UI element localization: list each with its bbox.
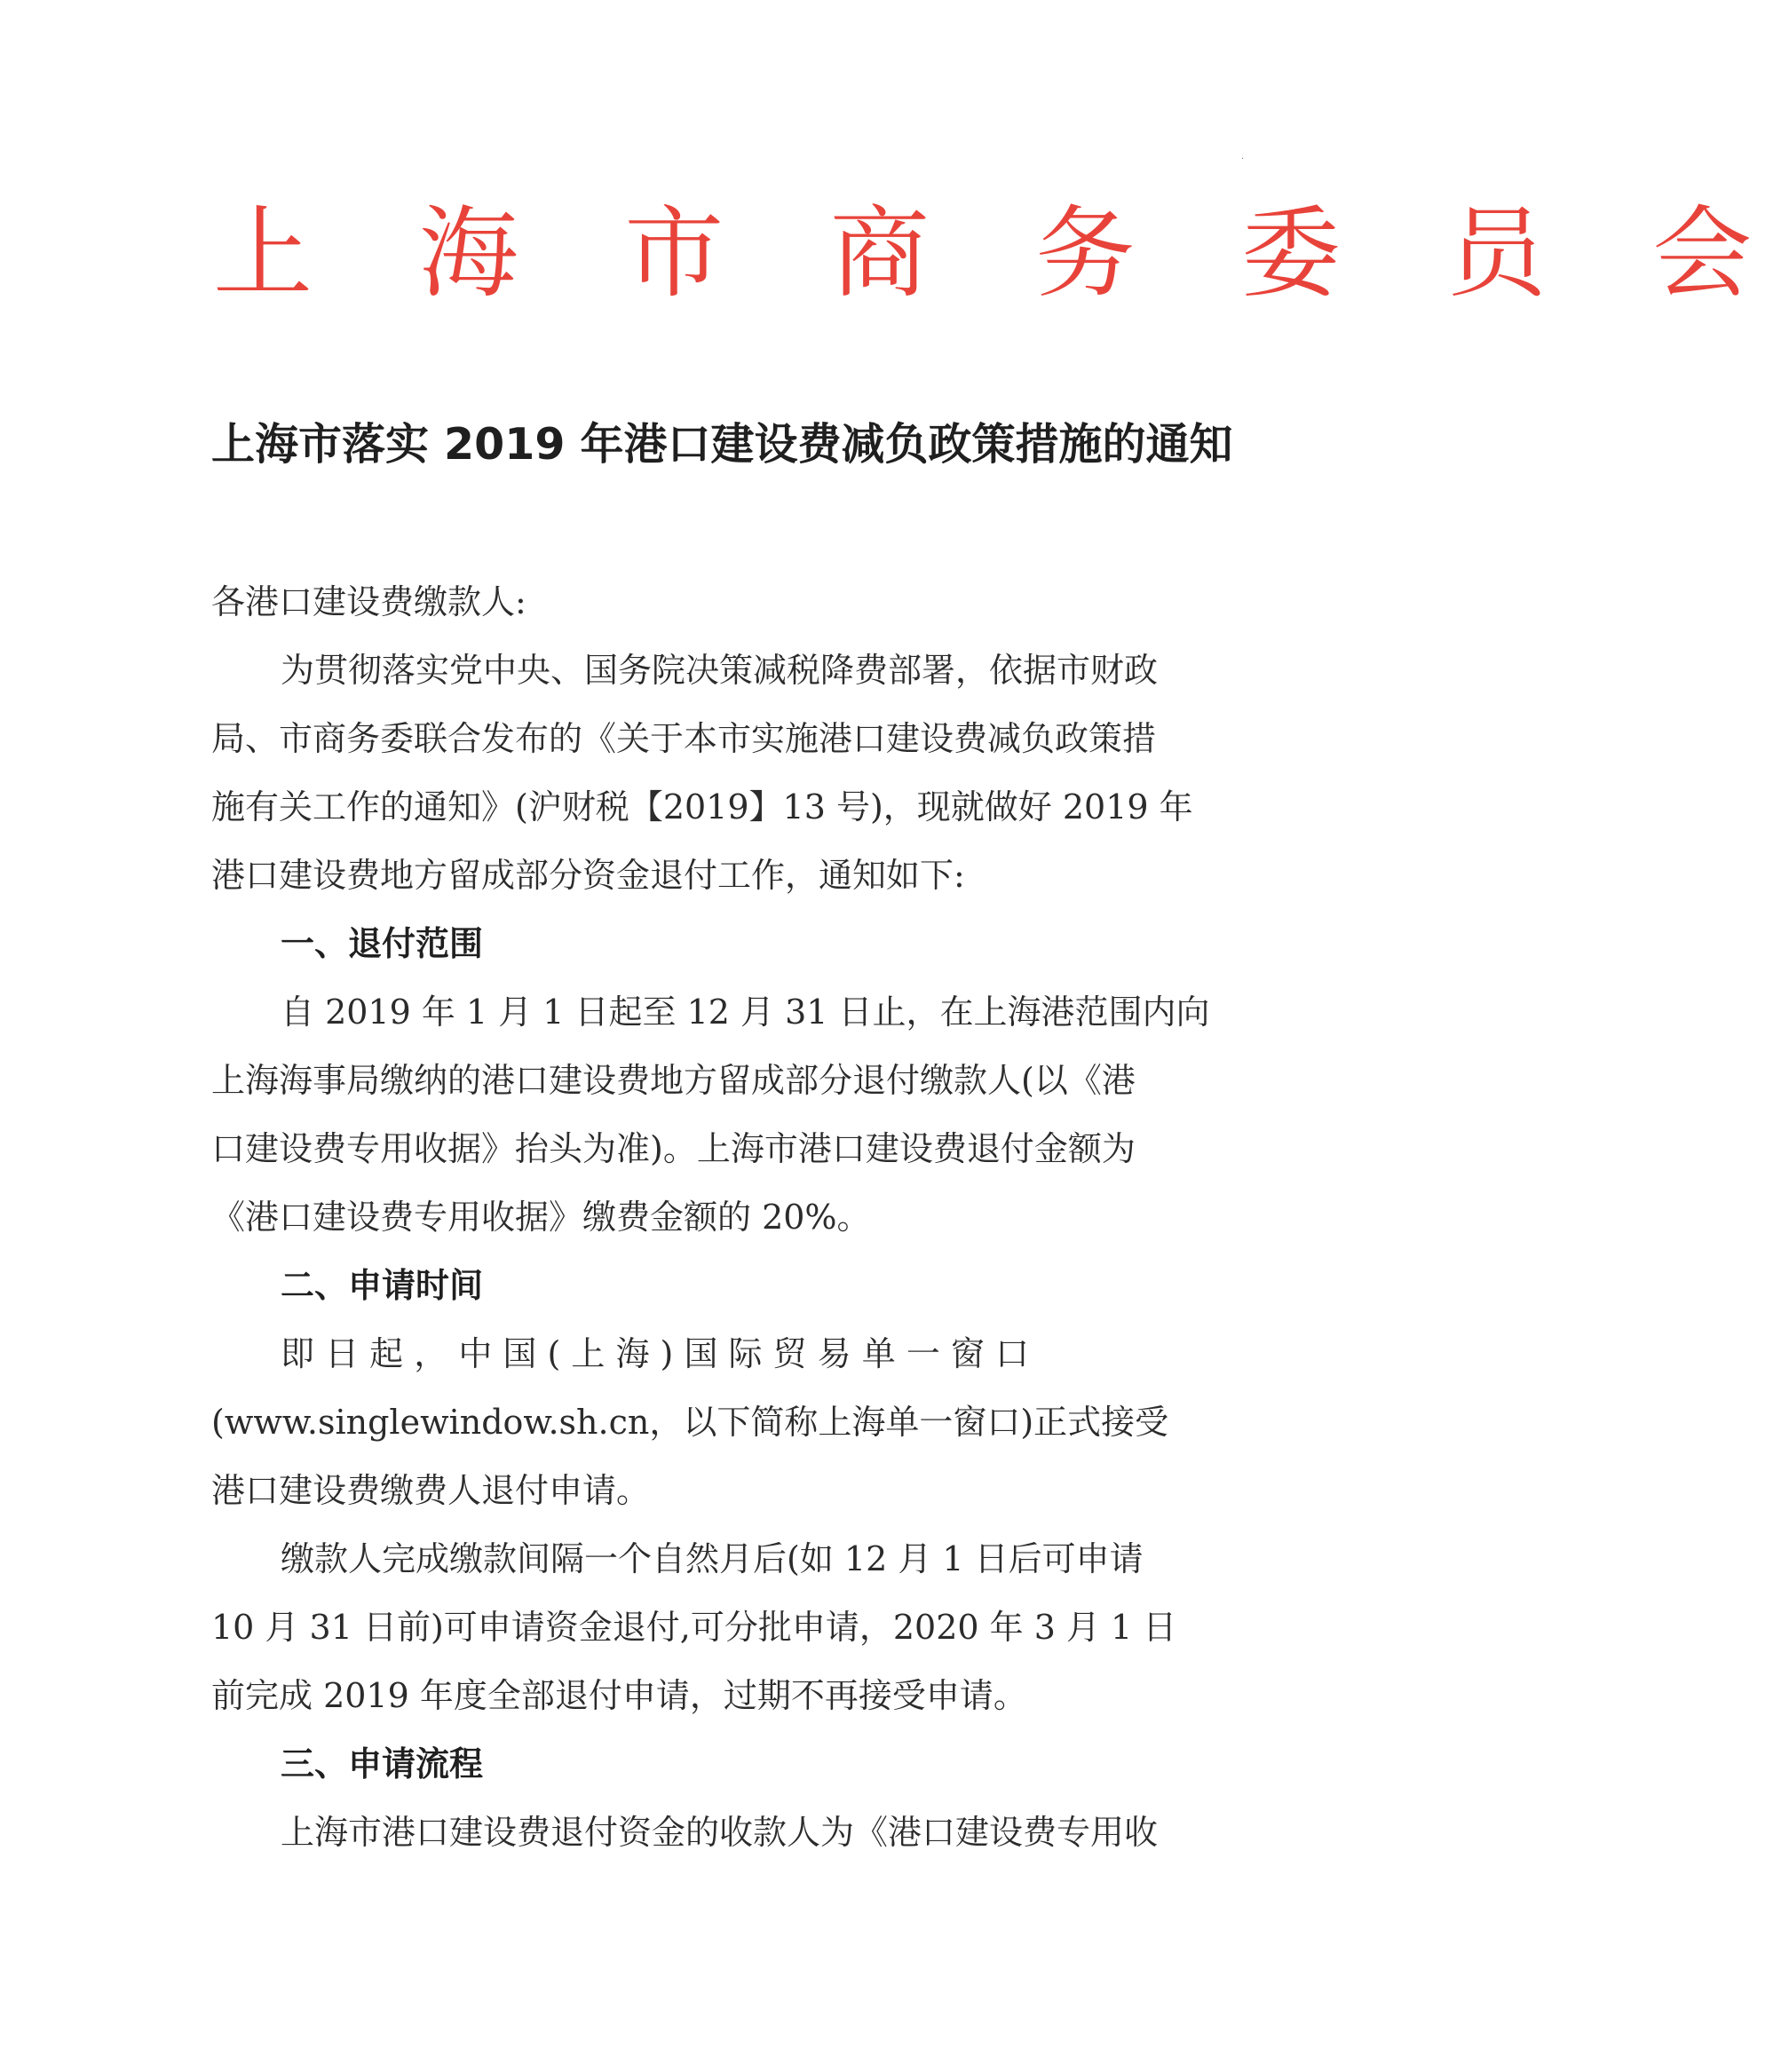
paragraph-line: 上海海事局缴纳的港口建设费地方留成部分退付缴款人(以《港 xyxy=(211,1061,1136,1100)
paragraph-line: (www.singlewindow.sh.cn，以下简称上海单一窗口)正式接受 xyxy=(211,1403,1169,1442)
section-heading: 一、退付范围 xyxy=(281,924,484,963)
paragraph-line: 自 2019 年 1 月 1 日起至 12 月 31 日止，在上海港范围内向 xyxy=(281,993,1210,1032)
paragraph-line: 10 月 31 日前)可申请资金退付,可分批申请，2020 年 3 月 1 日 xyxy=(211,1608,1177,1647)
paragraph-line: 前完成 2019 年度全部退付申请，过期不再接受申请。 xyxy=(211,1676,1027,1715)
paragraph-line: 为贯彻落实党中央、国务院决策减税降费部署，依据市财政 xyxy=(281,651,1159,690)
section-heading: 三、申请流程 xyxy=(281,1744,484,1783)
paragraph-line: 上海市港口建设费退付资金的收款人为《港口建设费专用收 xyxy=(281,1813,1159,1852)
paragraph-line: 局、市商务委联合发布的《关于本市实施港口建设费减负政策措 xyxy=(211,719,1157,758)
paragraph-line: 施有关工作的通知》(沪财税【2019】13 号)，现就做好 2019 年 xyxy=(211,787,1193,826)
paragraph-line: 口建设费专用收据》抬头为准)。上海市港口建设费退付金额为 xyxy=(211,1129,1136,1168)
section-heading: 二、申请时间 xyxy=(281,1266,484,1305)
scan-speck: · xyxy=(1241,154,1245,164)
paragraph-line: 缴款人完成缴款间隔一个自然月后(如 12 月 1 日后可申请 xyxy=(281,1539,1144,1578)
paragraph-line: 即 日 起 ， 中 国 ( 上 海 ) 国 际 贸 易 单 一 窗 口 xyxy=(281,1334,1029,1373)
organization-header: 上 海 市 商 务 委 员 会 xyxy=(213,196,1789,312)
document-title: 上海市落实 2019 年港口建设费减负政策措施的通知 xyxy=(211,419,1233,470)
paragraph-line: 港口建设费地方留成部分资金退付工作，通知如下: xyxy=(211,856,965,895)
salutation: 各港口建设费缴款人: xyxy=(211,582,526,621)
paragraph-line: 《港口建设费专用收据》缴费金额的 20%。 xyxy=(211,1198,871,1237)
paragraph-line: 港口建设费缴费人退付申请。 xyxy=(211,1471,651,1510)
